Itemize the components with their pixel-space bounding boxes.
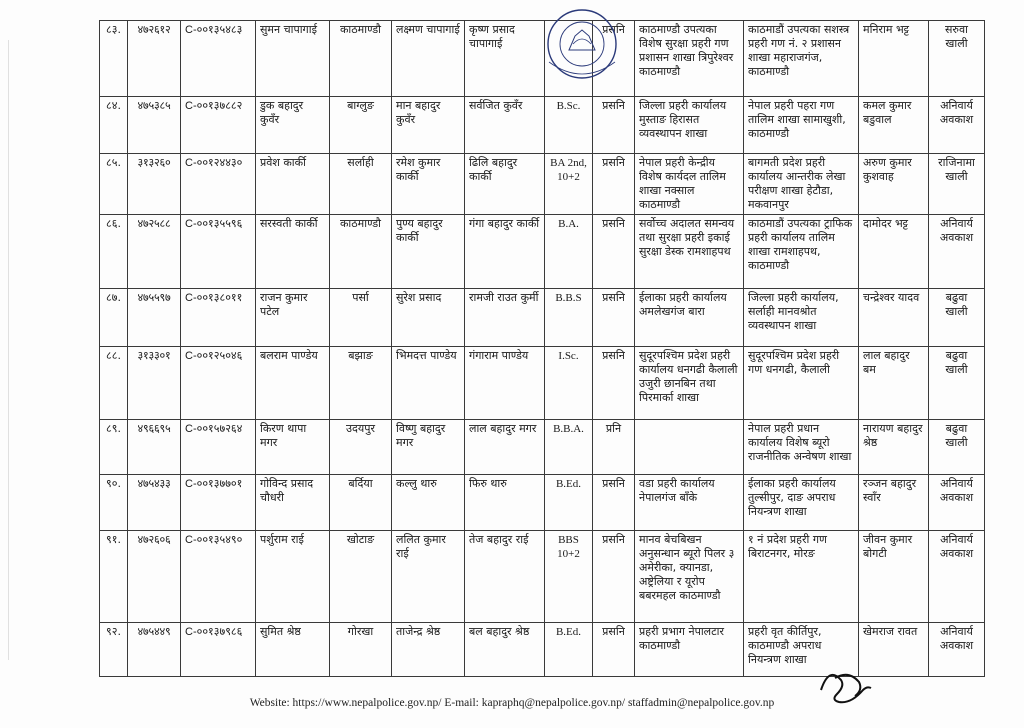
- father-name-cell: रमेश कुमार कार्की: [392, 154, 465, 215]
- police-id-cell: C-००१३७७०१: [181, 475, 256, 531]
- police-id-cell: C-००१३८०११: [181, 289, 256, 347]
- grandfather-name-cell: बल बहादुर श्रेष्ठ: [465, 623, 545, 677]
- new-office-cell: बागमती प्रदेश प्रहरी कार्यालय आन्तरीक लेखा परीक्षण शाखा हेटौडा, मकवानपुर: [744, 154, 859, 215]
- serial-cell: ९०.: [100, 475, 128, 531]
- serial-cell: ८६.: [100, 215, 128, 289]
- education-cell: B.A.: [545, 215, 593, 289]
- symbol-number-cell: ४७२६०६: [128, 531, 181, 623]
- district-cell: बाग्लुङ: [330, 97, 392, 154]
- father-name-cell: ललित कुमार राई: [392, 531, 465, 623]
- serial-cell: ८८.: [100, 347, 128, 420]
- police-id-cell: C-००१३५४९०: [181, 531, 256, 623]
- name-cell: पर्शुराम राई: [256, 531, 330, 623]
- police-id-cell: C-००१३५४८३: [181, 21, 256, 97]
- name-cell: सरस्वती कार्की: [256, 215, 330, 289]
- remark-cell: अनिवार्य अवकाश: [929, 215, 985, 289]
- current-office-cell: सर्वोच्च अदालत समन्वय तथा सुरक्षा प्रहरी इकाई सुरक्षा डेस्क रामशाहपथ: [635, 215, 744, 289]
- current-office-cell: [635, 420, 744, 475]
- education-cell: BBS 10+2: [545, 531, 593, 623]
- father-name-cell: ताजेन्द्र श्रेष्ठ: [392, 623, 465, 677]
- new-office-cell: नेपाल प्रहरी पहरा गण तालिम शाखा सामाखुशी, काठमाण्डौ: [744, 97, 859, 154]
- police-seal: [535, 4, 629, 82]
- police-id-cell: C-००१३७९८६: [181, 623, 256, 677]
- district-cell: गोरखा: [330, 623, 392, 677]
- name-cell: डुक बहादुर कुवँर: [256, 97, 330, 154]
- district-cell: बझाङ: [330, 347, 392, 420]
- symbol-number-cell: ४७५४३३: [128, 475, 181, 531]
- education-cell: BA 2nd, 10+2: [545, 154, 593, 215]
- new-office-cell: नेपाल प्रहरी प्रधान कार्यालय विशेष ब्यूरो राजनीतिक अन्वेषण शाखा: [744, 420, 859, 475]
- police-id-cell: C-००१३५५९६: [181, 215, 256, 289]
- name-cell: किरण थापा मगर: [256, 420, 330, 475]
- recommender-cell: रञ्जन बहादुर स्वाँर: [859, 475, 929, 531]
- remark-cell: बढुवा खाली: [929, 420, 985, 475]
- remark-cell: अनिवार्य अवकाश: [929, 531, 985, 623]
- police-id-cell: C-००१३७८८२: [181, 97, 256, 154]
- serial-cell: ८७.: [100, 289, 128, 347]
- remark-cell: बढुवा खाली: [929, 347, 985, 420]
- father-name-cell: विष्णु बहादुर मगर: [392, 420, 465, 475]
- new-office-cell: ईलाका प्रहरी कार्यालय तुल्सीपुर, दाङ अपराध नियन्त्रण शाखा: [744, 475, 859, 531]
- symbol-number-cell: ४७२६१२: [128, 21, 181, 97]
- table-row: [100, 97, 985, 154]
- name-cell: राजन कुमार पटेल: [256, 289, 330, 347]
- current-office-cell: वडा प्रहरी कार्यालय नेपालगंज बाँके: [635, 475, 744, 531]
- new-office-cell: काठमाडौं उपत्यका सशस्त्र प्रहरी गण नं. २ प्रशासन शाखा महाराजगंज, काठमाण्डौ: [744, 21, 859, 97]
- new-office-cell: प्रहरी वृत कीर्तिपुर, काठमाण्डौ अपराध नियन्त्रण शाखा: [744, 623, 859, 677]
- education-cell: B.Ed.: [545, 623, 593, 677]
- grandfather-name-cell: तेज बहादुर राई: [465, 531, 545, 623]
- recommender-cell: कमल कुमार बडुवाल: [859, 97, 929, 154]
- rank-cell: प्रसनि: [593, 475, 635, 531]
- new-office-cell: सुदूरपश्चिम प्रदेश प्रहरी गण धनगढी, कैलाली: [744, 347, 859, 420]
- education-cell: B.Sc.: [545, 97, 593, 154]
- district-cell: उदयपुर: [330, 420, 392, 475]
- table-body: [100, 21, 985, 677]
- police-id-cell: C-००१२४४३०: [181, 154, 256, 215]
- district-cell: खोटाङ: [330, 531, 392, 623]
- current-office-cell: जिल्ला प्रहरी कार्यालय मुस्ताङ हिरासत व्यवस्थापन शाखा: [635, 97, 744, 154]
- police-id-cell: C-००१२५०४६: [181, 347, 256, 420]
- grandfather-name-cell: गंगा बहादुर कार्की: [465, 215, 545, 289]
- district-cell: काठमाण्डौ: [330, 215, 392, 289]
- symbol-number-cell: ४७५५९७: [128, 289, 181, 347]
- symbol-number-cell: ३१३३०१: [128, 347, 181, 420]
- rank-cell: प्रसनि: [593, 21, 635, 97]
- grandfather-name-cell: रामजी राउत कुर्मी: [465, 289, 545, 347]
- table-row: [100, 420, 985, 475]
- footer-contact: Website: https://www.nepalpolice.gov.np/ E-mail: kapraphq@nepalpolice.gov.np/ staffadmin@nepalpolice.gov.np: [249, 697, 775, 709]
- father-name-cell: पुण्य बहादुर कार्की: [392, 215, 465, 289]
- recommender-cell: नारायण बहादुर श्रेष्ठ: [859, 420, 929, 475]
- remark-cell: अनिवार्य अवकाश: [929, 623, 985, 677]
- symbol-number-cell: ४९६६९५: [128, 420, 181, 475]
- symbol-number-cell: ३१३२६०: [128, 154, 181, 215]
- transfer-table: [99, 20, 985, 677]
- current-office-cell: मानव बेचबिखन अनुसन्धान ब्यूरो पिलर ३ अमेरीका, क्यानडा, अष्ट्रेलिया र यूरोप बबरमहल काठमाण्डौ: [635, 531, 744, 623]
- remark-cell: बढुवा खाली: [929, 289, 985, 347]
- serial-cell: ८५.: [100, 154, 128, 215]
- rank-cell: प्रनि: [593, 420, 635, 475]
- new-office-cell: काठमाडौं उपत्यका ट्राफिक प्रहरी कार्यालय तालिम शाखा रामशाहपथ, काठमाण्डौ: [744, 215, 859, 289]
- rank-cell: प्रसनि: [593, 97, 635, 154]
- district-cell: काठमाण्डौ: [330, 21, 392, 97]
- grandfather-name-cell: लाल बहादुर मगर: [465, 420, 545, 475]
- grandfather-name-cell: गंगाराम पाण्डेय: [465, 347, 545, 420]
- district-cell: बर्दिया: [330, 475, 392, 531]
- grandfather-name-cell: ढिलि बहादुर कार्की: [465, 154, 545, 215]
- scan-edge-line: [8, 40, 9, 660]
- recommender-cell: दामोदर भट्ट: [859, 215, 929, 289]
- rank-cell: प्रसनि: [593, 154, 635, 215]
- new-office-cell: १ नं प्रदेश प्रहरी गण बिराटनगर, मोरङ: [744, 531, 859, 623]
- police-id-cell: C-००१५७२६४: [181, 420, 256, 475]
- district-cell: पर्सा: [330, 289, 392, 347]
- rank-cell: प्रसनि: [593, 215, 635, 289]
- father-name-cell: मान बहादुर कुवँर: [392, 97, 465, 154]
- recommender-cell: चन्द्रेश्वर यादव: [859, 289, 929, 347]
- grandfather-name-cell: फिरु थारु: [465, 475, 545, 531]
- education-cell: I.Sc.: [545, 347, 593, 420]
- symbol-number-cell: ४७२५८८: [128, 215, 181, 289]
- serial-cell: ९२.: [100, 623, 128, 677]
- current-office-cell: सुदूरपश्चिम प्रदेश प्रहरी कार्यालय धनगढी कैलाली उजुरी छानबिन तथा पिरमार्का शाखा: [635, 347, 744, 420]
- rank-cell: प्रसनि: [593, 347, 635, 420]
- symbol-number-cell: ४७५४४९: [128, 623, 181, 677]
- new-office-cell: जिल्ला प्रहरी कार्यालय, सर्लाही मानवश्रोत व्यवस्थापन शाखा: [744, 289, 859, 347]
- remark-cell: अनिवार्य अवकाश: [929, 97, 985, 154]
- table-row: [100, 475, 985, 531]
- education-cell: B.B.A.: [545, 420, 593, 475]
- father-name-cell: लक्ष्मण चापागाई: [392, 21, 465, 97]
- recommender-cell: खेमराज रावत: [859, 623, 929, 677]
- name-cell: बलराम पाण्डेय: [256, 347, 330, 420]
- rank-cell: प्रसनि: [593, 289, 635, 347]
- recommender-cell: लाल बहादुर बम: [859, 347, 929, 420]
- serial-cell: ८३.: [100, 21, 128, 97]
- recommender-cell: मनिराम भट्ट: [859, 21, 929, 97]
- current-office-cell: प्रहरी प्रभाग नेपालटार काठमाण्डौ: [635, 623, 744, 677]
- name-cell: सुमन चापागाई: [256, 21, 330, 97]
- remark-cell: अनिवार्य अवकाश: [929, 475, 985, 531]
- recommender-cell: जीवन कुमार बोगटी: [859, 531, 929, 623]
- father-name-cell: भिमदत्त पाण्डेय: [392, 347, 465, 420]
- symbol-number-cell: ४७५३८५: [128, 97, 181, 154]
- recommender-cell: अरुण कुमार कुशवाह: [859, 154, 929, 215]
- remark-cell: राजिनामा खाली: [929, 154, 985, 215]
- table-row: [100, 289, 985, 347]
- education-cell: B.B.S: [545, 289, 593, 347]
- serial-cell: ८९.: [100, 420, 128, 475]
- district-cell: सर्लाही: [330, 154, 392, 215]
- current-office-cell: नेपाल प्रहरी केन्द्रीय विशेष कार्यदल तालिम शाखा नक्साल काठमाण्डौ: [635, 154, 744, 215]
- table-row: [100, 215, 985, 289]
- father-name-cell: कल्लु थारु: [392, 475, 465, 531]
- serial-cell: ८४.: [100, 97, 128, 154]
- rank-cell: प्रसनि: [593, 531, 635, 623]
- rank-cell: प्रसनि: [593, 623, 635, 677]
- father-name-cell: सुरेश प्रसाद: [392, 289, 465, 347]
- grandfather-name-cell: कृष्ण प्रसाद चापागाई: [465, 21, 545, 97]
- current-office-cell: काठमाण्डौ उपत्यका विशेष सुरक्षा प्रहरी गण प्रशासन शाखा त्रिपुरेश्वर काठमाण्डौ: [635, 21, 744, 97]
- name-cell: गोविन्द प्रसाद चौधरी: [256, 475, 330, 531]
- name-cell: प्रवेश कार्की: [256, 154, 330, 215]
- table-row: [100, 347, 985, 420]
- education-cell: B.Ed.: [545, 475, 593, 531]
- serial-cell: ९१.: [100, 531, 128, 623]
- current-office-cell: ईलाका प्रहरी कार्यालय अमलेखगंज बारा: [635, 289, 744, 347]
- name-cell: सुमित श्रेष्ठ: [256, 623, 330, 677]
- table-row: [100, 531, 985, 623]
- table-row: [100, 154, 985, 215]
- remark-cell: सरुवा खाली: [929, 21, 985, 97]
- grandfather-name-cell: सर्वजित कुवँर: [465, 97, 545, 154]
